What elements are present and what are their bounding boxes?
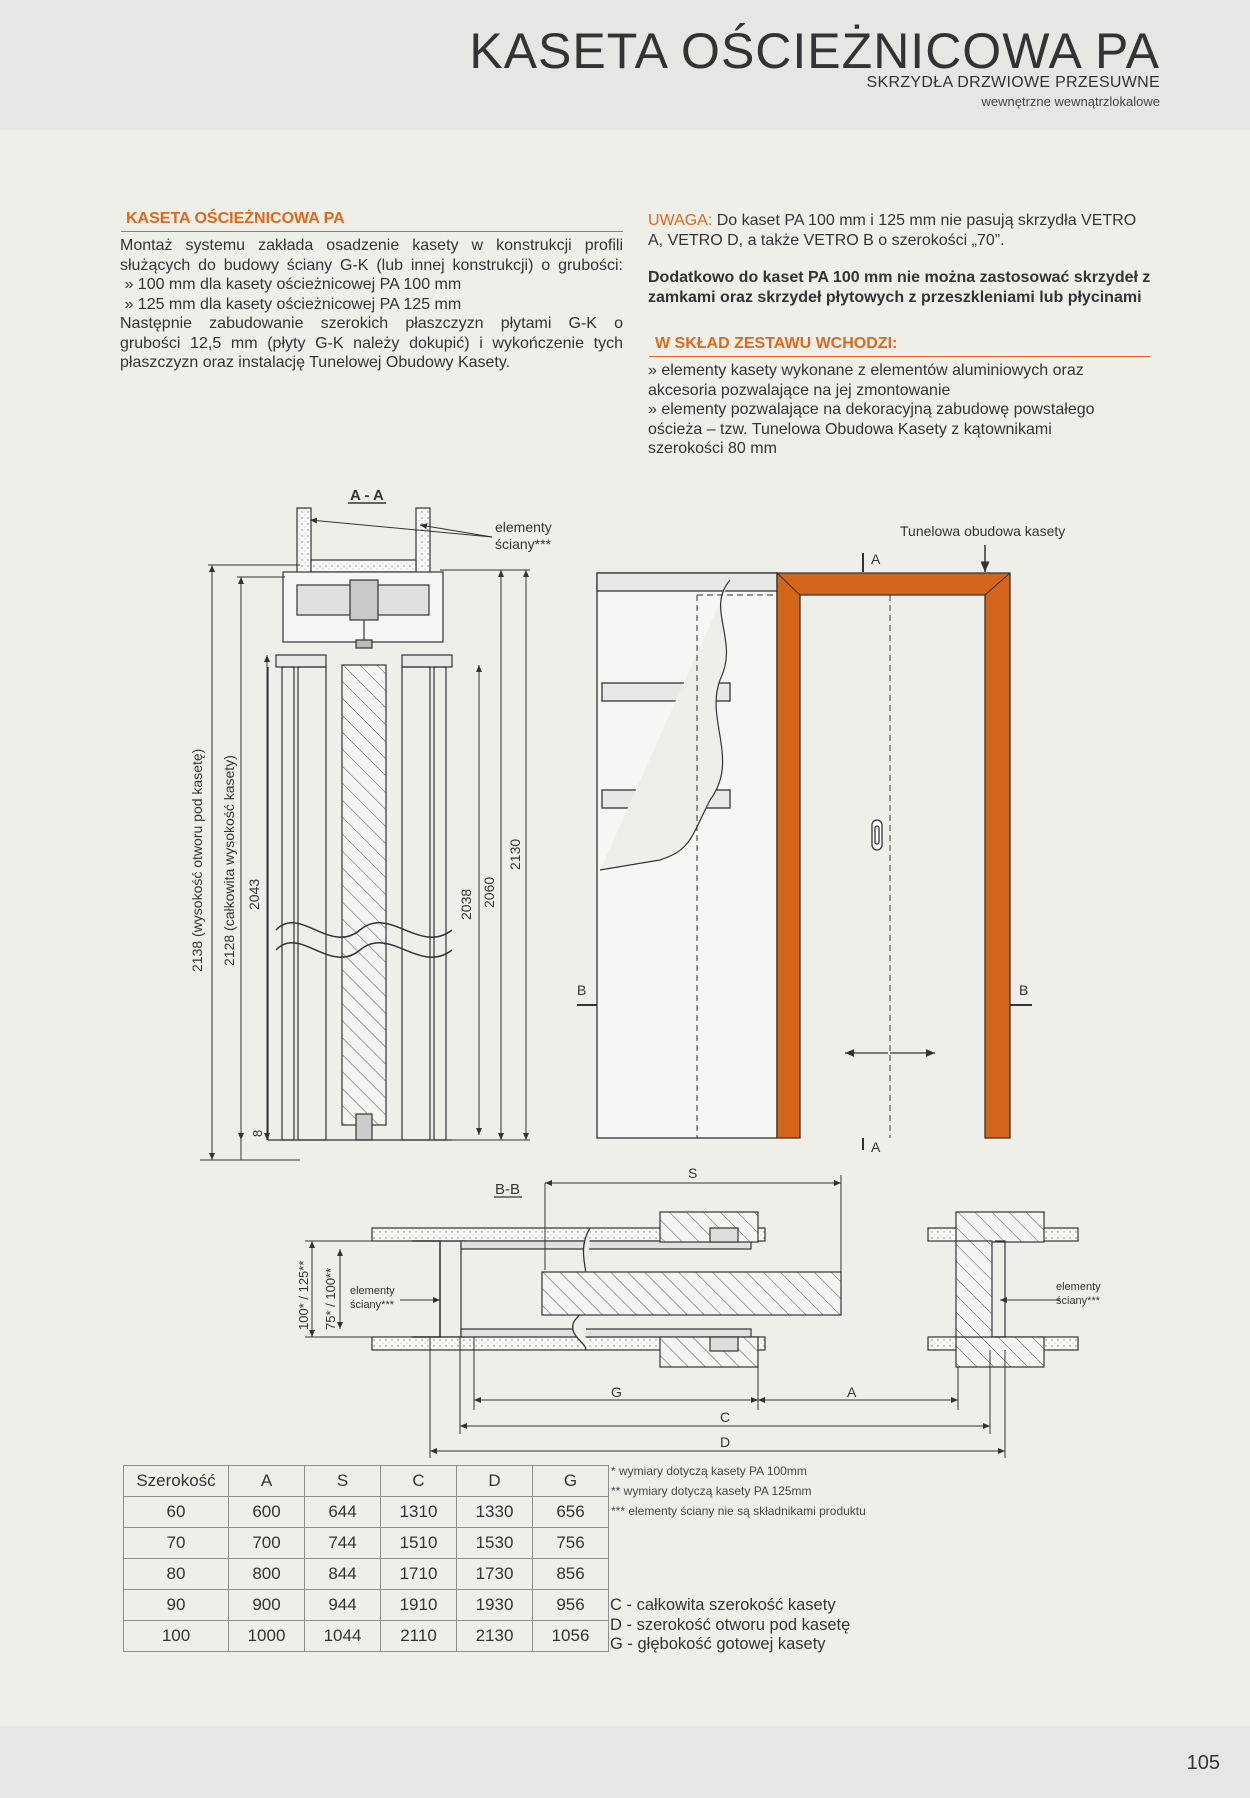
mounting-line: grubości 12,5 mm (płyty G-K należy dokupić) i wykończenie tych bbox=[120, 334, 623, 352]
dim-s: S bbox=[688, 1165, 698, 1181]
page-subsubtitle: wewnętrzne wewnątrzlokalowe bbox=[981, 94, 1160, 109]
table-row bbox=[124, 1621, 609, 1652]
dim-d: D bbox=[720, 1434, 731, 1450]
dim-2138: 2138 (wysokość otworu pod kasetę) bbox=[189, 748, 205, 972]
table-row bbox=[124, 1559, 609, 1590]
front-elevation bbox=[577, 545, 1032, 1150]
dim-2128: 2128 (całkowita wysokość kasety) bbox=[221, 755, 237, 966]
set-line: » elementy pozwalające na dekoracyjną zabudowę powstałego bbox=[648, 401, 1095, 418]
dim-2130: 2130 bbox=[507, 838, 523, 870]
section-heading-set: W SKŁAD ZESTAWU WCHODZI: bbox=[655, 335, 898, 352]
table-row bbox=[124, 1497, 609, 1528]
dim-a: A bbox=[847, 1384, 857, 1400]
table-cell: 2110 bbox=[381, 1621, 457, 1652]
section-mark-a: A bbox=[871, 551, 881, 567]
section-aa-label: A - A bbox=[350, 487, 384, 504]
table-cell: 600 bbox=[229, 1497, 305, 1528]
mounting-line: » 100 mm dla kasety ościeżnicowej PA 100 mm bbox=[120, 276, 462, 293]
dim-wall-thickness: 100* / 125** bbox=[296, 1260, 311, 1330]
set-line: akcesoria pozwalające na jej zmontowanie bbox=[648, 381, 951, 399]
table-header-cell: Szerokość bbox=[124, 1466, 229, 1497]
table-header-cell: A bbox=[229, 1466, 305, 1497]
table-cell: 1310 bbox=[381, 1497, 457, 1528]
dim-g: G bbox=[611, 1384, 622, 1400]
section-heading-kaseta: KASETA OŚCIEŻNICOWA PA bbox=[126, 210, 345, 227]
section-mark-b: B bbox=[577, 982, 587, 998]
mounting-line: służących do budowy ściany G-K (lub innej konstrukcji) o grubości: bbox=[120, 256, 623, 274]
footnotes bbox=[611, 1461, 866, 1521]
table-cell: 1330 bbox=[457, 1497, 533, 1528]
footnote: * wymiary dotyczą kasety PA 100mm bbox=[611, 1464, 807, 1478]
table-cell: 1530 bbox=[457, 1528, 533, 1559]
bold-notice-line: zamkami oraz skrzydeł płytowych z przeszkleniami lub płycinami bbox=[648, 288, 1142, 306]
table-header-row bbox=[124, 1466, 609, 1497]
dim-2060: 2060 bbox=[481, 876, 497, 908]
table-cell: 1000 bbox=[229, 1621, 305, 1652]
table-cell: 70 bbox=[124, 1528, 229, 1559]
table-cell: 1730 bbox=[457, 1559, 533, 1590]
bold-notice-line: Dodatkowo do kaset PA 100 mm nie można zastosować skrzydeł z bbox=[648, 269, 1151, 286]
table-cell: 1930 bbox=[457, 1590, 533, 1621]
dimension-legend bbox=[610, 1596, 850, 1655]
table-cell: 2130 bbox=[457, 1621, 533, 1652]
set-line: ościeża – tzw. Tunelowa Obudowa Kasety z kątownikami bbox=[648, 420, 1052, 438]
section-mark-a: A bbox=[871, 1139, 881, 1155]
mounting-line: » 125 mm dla kasety ościeżnicowej PA 125 mm bbox=[120, 295, 462, 313]
mounting-line: Następnie zabudowanie szerokich płaszczyzn płytami G-K o bbox=[120, 315, 623, 332]
table-cell: 900 bbox=[229, 1590, 305, 1621]
table-cell: 856 bbox=[533, 1559, 609, 1590]
table-cell: 944 bbox=[305, 1590, 381, 1621]
table-cell: 700 bbox=[229, 1528, 305, 1559]
wall-elements-label: elementy bbox=[1056, 1281, 1101, 1293]
table-cell: 956 bbox=[533, 1590, 609, 1621]
table-cell: 60 bbox=[124, 1497, 229, 1528]
section-bb-drawing bbox=[372, 1212, 1078, 1367]
mounting-line: płaszczyzn oraz instalację Tunelowej Obudowy Kasety. bbox=[120, 354, 511, 371]
table-cell: 80 bbox=[124, 1559, 229, 1590]
table-cell: 744 bbox=[305, 1528, 381, 1559]
table-cell: 90 bbox=[124, 1590, 229, 1621]
table-cell: 800 bbox=[229, 1559, 305, 1590]
legend-item: D - szerokość otworu pod kasetę bbox=[610, 1615, 851, 1634]
table-cell: 644 bbox=[305, 1497, 381, 1528]
table-cell: 1044 bbox=[305, 1621, 381, 1652]
section-mark-b: B bbox=[1019, 982, 1029, 998]
legend-item: G - głębokość gotowej kasety bbox=[610, 1635, 826, 1653]
dim-c: C bbox=[720, 1409, 731, 1425]
warning-label: UWAGA: bbox=[648, 212, 713, 229]
mounting-line: Montaż systemu zakłada osadzenie kasety w konstrukcji profili bbox=[120, 237, 623, 254]
page-subtitle: SKRZYDŁA DRZWIOWE PRZESUWNE bbox=[866, 74, 1160, 91]
table-header-cell: D bbox=[457, 1466, 533, 1497]
tunnel-casing-label: Tunelowa obudowa kasety bbox=[900, 523, 1066, 539]
wall-elements-label: elementy bbox=[350, 1285, 395, 1297]
table-cell: 100 bbox=[124, 1621, 229, 1652]
dim-cassette-thickness: 75* / 100** bbox=[323, 1267, 338, 1330]
page-title: KASETA OŚCIEŻNICOWA PA bbox=[469, 23, 1160, 79]
dim-2043: 2043 bbox=[246, 878, 262, 910]
table-header-cell: S bbox=[305, 1466, 381, 1497]
table-cell: 1710 bbox=[381, 1559, 457, 1590]
wall-elements-label: elementy bbox=[495, 519, 552, 535]
page-number: 105 bbox=[1186, 1752, 1220, 1774]
footnote: ** wymiary dotyczą kasety PA 125mm bbox=[611, 1484, 812, 1498]
table-row bbox=[124, 1528, 609, 1559]
legend-item: C - całkowita szerokość kasety bbox=[610, 1596, 836, 1614]
set-line: » elementy kasety wykonane z elementów aluminiowych oraz bbox=[648, 362, 1084, 379]
table-header-cell: C bbox=[381, 1466, 457, 1497]
section-bb-label: B-B bbox=[495, 1181, 521, 1198]
table-header-cell: G bbox=[533, 1466, 609, 1497]
wall-elements-label: ściany*** bbox=[1056, 1295, 1101, 1307]
wall-elements-label: ściany*** bbox=[350, 1299, 395, 1311]
dimensions-table bbox=[123, 1465, 609, 1652]
table-cell: 1910 bbox=[381, 1590, 457, 1621]
section-aa-drawing bbox=[268, 487, 452, 1140]
wall-elements-label: ściany*** bbox=[495, 536, 552, 552]
table-cell: 844 bbox=[305, 1559, 381, 1590]
dim-2038: 2038 bbox=[458, 888, 474, 920]
table-row bbox=[124, 1590, 609, 1621]
table-cell: 756 bbox=[533, 1528, 609, 1559]
footnote: *** elementy ściany nie są składnikami produktu bbox=[611, 1504, 866, 1518]
set-line: szerokości 80 mm bbox=[648, 440, 777, 457]
dim-8: 8 bbox=[250, 1129, 265, 1137]
warning-text: Do kaset PA 100 mm i 125 mm nie pasują skrzydła VETRO bbox=[712, 212, 1137, 229]
table-cell: 656 bbox=[533, 1497, 609, 1528]
table-cell: 1510 bbox=[381, 1528, 457, 1559]
warning-text: A, VETRO D, a także VETRO B o szerokości „70”. bbox=[648, 231, 1005, 249]
table-cell: 1056 bbox=[533, 1621, 609, 1652]
